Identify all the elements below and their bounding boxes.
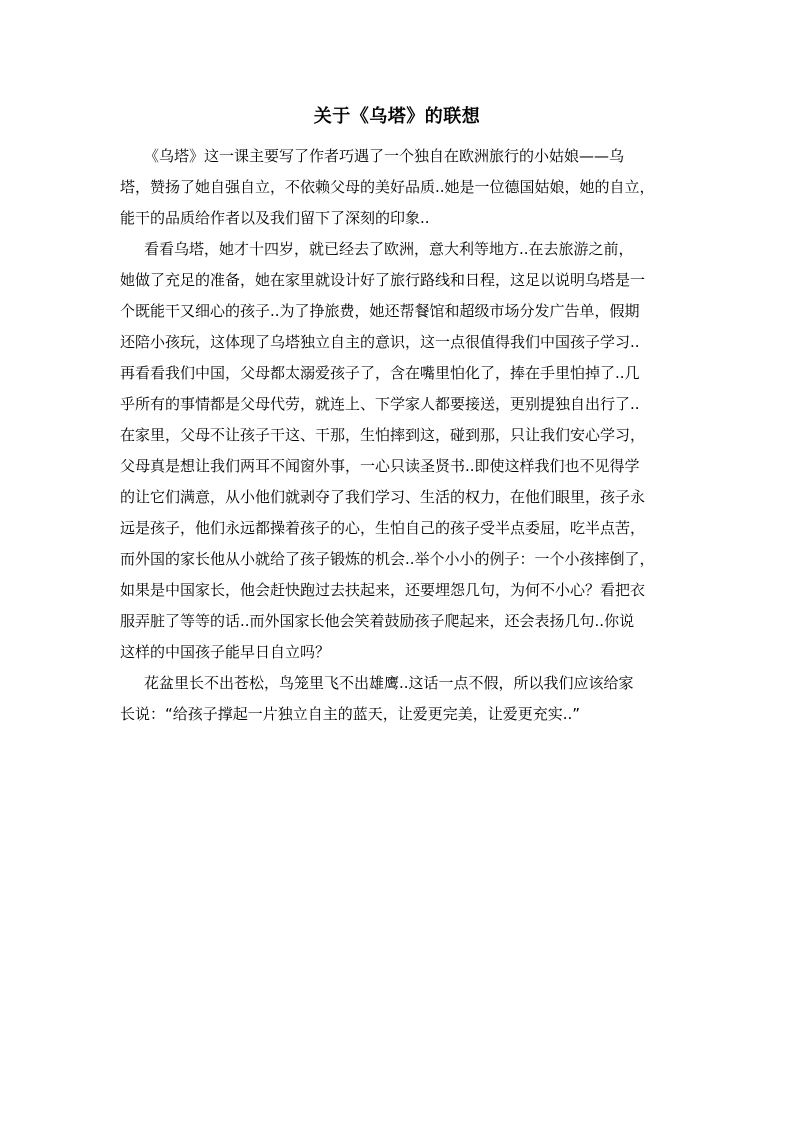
paragraph-2-line-3: 个既能干又细心的孩子..为了挣旅费，她还帮餐馆和超级市场分发广告单，假期 [120, 302, 640, 320]
paragraph-2-line-14: 这样的中国孩子能早日自立吗？ [120, 643, 331, 661]
paragraph-2-line-7: 在家里，父母不让孩子干这、干那，生怕摔到这，碰到那，只让我们安心学习， [120, 426, 646, 444]
paragraph-1-line-1: 《乌塔》这一课主要写了作者巧遇了一个独自在欧洲旅行的小姑娘——乌 [144, 147, 625, 165]
paragraph-3-line-2: 长说：“给孩子撑起一片独立自主的蓝天，让爱更完美，让爱更充实..” [120, 705, 581, 723]
paragraph-2-line-1: 看看乌塔，她才十四岁，就已经去了欧洲，意大利等地方..在去旅游之前， [144, 240, 634, 258]
paragraph-2-line-13: 服弄脏了等等的话..而外国家长他会笑着鼓励孩子爬起来，还会表扬几句..你说 [120, 612, 635, 630]
paragraph-2-line-8: 父母真是想让我们两耳不闻窗外事，一心只读圣贤书..即使这样我们也不见得学 [120, 457, 640, 475]
paragraph-2-line-6: 乎所有的事情都是父母代劳，就连上、下学家人都要接送，更别提独自出行了.. [120, 395, 640, 413]
paragraph-2-line-9: 的让它们满意，从小他们就剥夺了我们学习、生活的权力，在他们眼里，孩子永 [120, 488, 646, 506]
document-title: 关于《乌塔》的联想 [313, 106, 481, 127]
paragraph-2-line-5: 再看看我们中国，父母都太溺爱孩子了，含在嘴里怕化了，捧在手里怕掉了..几 [120, 364, 640, 382]
paragraph-2-line-2: 她做了充足的准备，她在家里就设计好了旅行路线和日程，这足以说明乌塔是一 [120, 271, 646, 289]
paragraph-2-line-4: 还陪小孩玩，这体现了乌塔独立自主的意识，这一点很值得我们中国孩子学习.. [120, 333, 640, 351]
paragraph-3-line-1: 花盆里长不出苍松，鸟笼里飞不出雄鹰..这话一点不假，所以我们应该给家 [144, 674, 634, 692]
paragraph-1-line-3: 能干的品质给作者以及我们留下了深刻的印象.. [120, 209, 430, 227]
paragraph-2-line-11: 而外国的家长他从小就给了孩子锻炼的机会..举个小小的例子：一个小孩摔倒了， [120, 550, 655, 568]
paragraph-2-line-10: 远是孩子，他们永远都操着孩子的心，生怕自己的孩子受半点委屈，吃半点苦， [120, 519, 646, 537]
paragraph-1-line-2: 塔，赞扬了她自强自立，不依赖父母的美好品质..她是一位德国姑娘，她的自立， [120, 178, 655, 196]
paragraph-2-line-12: 如果是中国家长，他会赶快跑过去扶起来，还要埋怨几句，为何不小心？看把衣 [120, 581, 646, 599]
